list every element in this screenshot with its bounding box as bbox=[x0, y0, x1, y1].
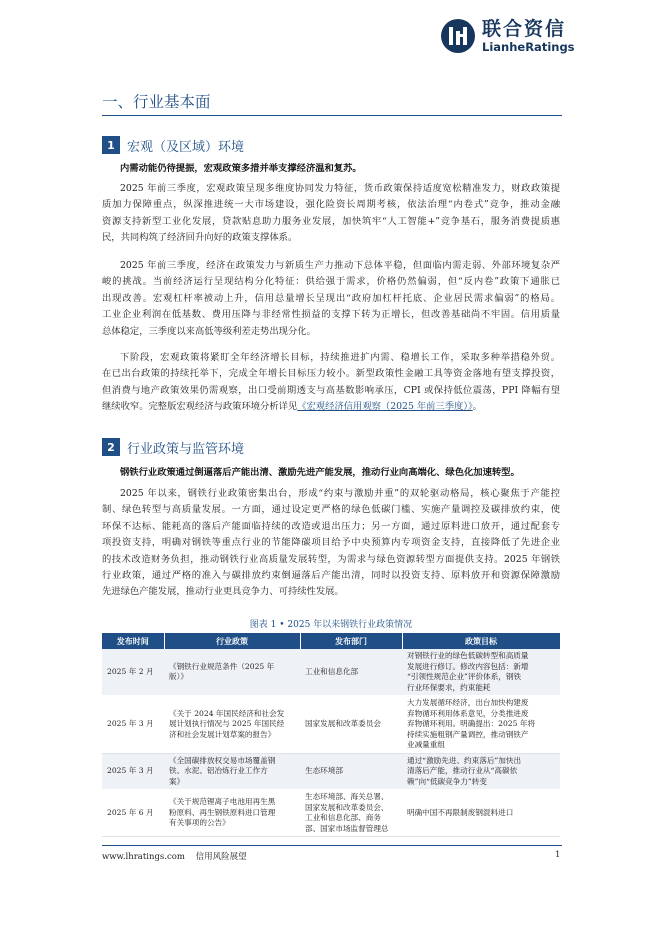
cell-department bbox=[300, 696, 402, 754]
figure-caption: 图表 1 • 2025 年以来钢铁行业政策情况 bbox=[249, 620, 413, 630]
footer-tagline: 信用风险展望 bbox=[195, 852, 247, 862]
cell-line: 发展进行修订。修改内容包括：新增 bbox=[407, 661, 529, 671]
cell-line: 工业和信息化部 bbox=[305, 666, 359, 676]
paragraph-macro-policy bbox=[102, 181, 560, 247]
paragraph-macro-economy bbox=[102, 258, 560, 340]
cell-line: 案》 bbox=[169, 776, 185, 786]
text-fragment: 继续收窄。完整版宏观经济与政策环境分析详见 bbox=[102, 401, 298, 413]
subsection-number: 1 bbox=[102, 136, 120, 154]
cell-line: 清落后产能，推动行业从“高碳依 bbox=[407, 766, 518, 775]
text-line: 行业政策，通过严格的准入与碳排放约束倒逼落后产能出清，同时以投资支持、原料放开和资源保障激励 bbox=[102, 570, 560, 582]
cell-line: 粉原料、再生钢铁原料进口管理 bbox=[169, 807, 276, 817]
cell-line: 赖”向“低碳竞争力”转变 bbox=[407, 776, 487, 786]
cell-line: “引领性规范企业”评价体系，钢铁 bbox=[407, 672, 522, 681]
table-header-row bbox=[102, 633, 560, 649]
text-line: 工业企业利润在低基数、费用压降与非经常性损益的支撑下转为正增长，但改善基础尚不牢固。信用质量 bbox=[102, 309, 560, 321]
subsection-heading-policy bbox=[102, 438, 244, 456]
cell-line: 有关事项的公告》 bbox=[169, 818, 230, 828]
subsection-title: 行业政策与监管环境 bbox=[127, 441, 245, 457]
section-divider bbox=[102, 115, 562, 116]
cell-policy bbox=[164, 790, 300, 837]
text-line: 2025 年前三季度，宏观政策呈现多维度协同发力特征，货币政策保持适度宽松精准发力，财政政策提 bbox=[120, 183, 560, 194]
cell-policy bbox=[164, 753, 300, 790]
cell-department bbox=[300, 649, 402, 696]
cell-line: 生态环境部 bbox=[305, 766, 343, 775]
cell-goal bbox=[402, 790, 560, 837]
company-logo bbox=[440, 18, 575, 54]
paragraph-macro-outlook bbox=[102, 350, 560, 416]
cell-line: 展计划执行情况与 2025 年国民经 bbox=[169, 719, 285, 728]
text-line: 2025 年前三季度，经济在政策发力与新质生产力推动下总体平稳，但面临内需走弱、外部环境复杂严 bbox=[120, 260, 560, 271]
text-line: 的技术改造财务负担，推动钢铁行业高质量发展转型，为需求与绿色资源转型方面提供支持。2025 年钢铁 bbox=[102, 553, 560, 565]
text-line: 资源支持新型工业化发展，贷款贴息助力服务业发展，加快筑牢“人工智能+”竞争基石，服务消费提质惠 bbox=[102, 215, 560, 227]
cell-line: 大力发展循环经济，出台加快构建废 bbox=[407, 698, 529, 707]
table-row bbox=[102, 753, 560, 790]
cell-line: 弃物循环利用。明确提出：2025 年将 bbox=[407, 719, 536, 728]
cell-line: 国家发展和改革委员会、 bbox=[305, 802, 389, 812]
footer-left bbox=[102, 850, 247, 862]
cell-line: 业减量重组 bbox=[407, 740, 445, 749]
cell-date: 2025 年 3 月 bbox=[102, 696, 164, 754]
footer-divider bbox=[102, 845, 562, 846]
cell-line: 铁、水泥、铝冶炼行业工作方 bbox=[169, 766, 268, 775]
cell-line: 弃物循环利用体系意见，分类推进废 bbox=[407, 708, 529, 718]
cell-line: 生态环境部、海关总署、 bbox=[305, 792, 389, 801]
text-line: 但消费与地产政策效果仍需观察，出口受前期透支与高基数影响承压，CPI 或保持低位震荡，PPI 降幅有望 bbox=[102, 384, 560, 396]
text-fragment: 。 bbox=[472, 401, 482, 413]
cell-line: 工业和信息化部、商务 bbox=[305, 813, 381, 822]
text-line: 质加力保障重点，纵深推进统一大市场建设，强化险资长周期考核，依法治理“内卷式”竞争，推动金融 bbox=[102, 199, 560, 211]
text-line: 下阶段，宏观政策将紧盯全年经济增长目标，持续推进扩内需、稳增长工作，采取多种举措稳外贸。 bbox=[120, 352, 560, 363]
text-line: 制、绿色转型与高质量发展。一方面，通过设定更严格的绿色低碳门槛、实施产量调控及碳排放约束，使 bbox=[102, 504, 560, 516]
column-header: 行业政策 bbox=[164, 633, 300, 649]
lead-sentence: 内需动能仍待提振，宏观政策多措并举支撑经济温和复苏。 bbox=[120, 163, 362, 174]
paragraph-industry-policy bbox=[102, 486, 560, 601]
cell-line: 国家发展和改革委员会 bbox=[305, 719, 381, 728]
text-line: 项投资支持，明确对钢铁等重点行业的节能降碳项目给予中央预算内专项资金支持，直接降低了先进企业 bbox=[102, 537, 560, 549]
text-line: 总体稳定，三季度以来高低等级利差走势出现分化。 bbox=[102, 325, 316, 337]
section-title: 一、行业基本面 bbox=[102, 93, 211, 111]
subsection-title: 宏观（及区域）环境 bbox=[127, 139, 245, 155]
text-line: 峻的挑战。当前经济运行呈现结构分化特征：供给强于需求，价格仍然偏弱，但“反内卷”政策下通胀已 bbox=[102, 276, 560, 288]
cell-line: 部、国家市场监督管理总 bbox=[305, 823, 389, 833]
table-row bbox=[102, 649, 560, 696]
website-link[interactable]: www.lhratings.com bbox=[102, 852, 185, 862]
cell-department bbox=[300, 753, 402, 790]
lianhe-logo-icon bbox=[440, 18, 476, 54]
column-header: 发布时间 bbox=[102, 633, 164, 649]
policy-table bbox=[102, 633, 561, 837]
cell-policy bbox=[164, 696, 300, 754]
cell-line: 《关于规范锂离子电池用再生黑 bbox=[169, 797, 276, 807]
cell-line: 对钢铁行业的绿色低碳转型和高质量 bbox=[407, 651, 529, 660]
cell-policy bbox=[164, 649, 300, 696]
cell-line: 《钢铁行业规范条件（2025 年 bbox=[169, 661, 275, 671]
cell-goal bbox=[402, 696, 560, 754]
column-header: 发布部门 bbox=[300, 633, 402, 649]
text-line: 环保不达标、能耗高的落后产能面临持续的改造或退出压力；另一方面，通过原料进口放开，通过配套专 bbox=[102, 520, 560, 532]
logo-chinese-name: 联合资信 bbox=[482, 18, 567, 40]
column-header: 政策目标 bbox=[402, 633, 560, 649]
cell-department bbox=[300, 790, 402, 837]
table-row bbox=[102, 696, 560, 754]
cell-line: 版）》 bbox=[169, 672, 188, 681]
cell-date: 2025 年 2 月 bbox=[102, 649, 164, 696]
text-line: 先进绿色产能发展，推动行业更具竞争力、可持续性发展。 bbox=[102, 586, 344, 598]
text-line: 2025 年以来，钢铁行业政策密集出台，形成“约束与激励并重”的双轮驱动格局，核心聚焦于产能控 bbox=[120, 488, 560, 499]
text-line: 出现改善。宏观杠杆率被动上升，信用总量增长呈现出“政府加杠杆托底、企业居民需求偏弱”的格局。 bbox=[102, 292, 560, 304]
cell-line: 持续实施粗钢产量调控，推动钢铁产 bbox=[407, 729, 529, 739]
cell-goal bbox=[402, 649, 560, 696]
report-link[interactable]: 《宏观经济信用观察（2025 年前三季度）》 bbox=[297, 401, 473, 413]
cell-line: 济和社会发展计划草案的报告》 bbox=[169, 729, 276, 739]
cell-date: 2025 年 3 月 bbox=[102, 753, 164, 790]
table-row bbox=[102, 790, 560, 837]
cell-goal bbox=[402, 753, 560, 790]
text-line: 民，共同构筑了经济回升向好的政策支撑体系。 bbox=[102, 232, 298, 244]
subsection-number: 2 bbox=[102, 438, 120, 456]
text-line: 在已出台政策的持续托举下，完成全年增长目标压力较小。新型政策性金融工具等资金落地有望支撑投资， bbox=[102, 368, 560, 380]
lead-sentence: 钢铁行业政策通过倒逼落后产能出清、激励先进产能发展，推动行业向高端化、绿色化加速转型。 bbox=[120, 467, 520, 478]
cell-line: 通过“激励先进、约束落后”加快出 bbox=[407, 755, 522, 765]
cell-line: 《关于 2024 年国民经济和社会发 bbox=[169, 708, 285, 718]
cell-line: 明确中国不再限制废钢混料进口 bbox=[407, 807, 514, 817]
logo-english-name: LianheRatings bbox=[482, 40, 575, 54]
cell-line: 《全国碳排放权交易市场覆盖钢 bbox=[169, 755, 276, 765]
page-number: 1 bbox=[555, 850, 561, 860]
subsection-heading-macro bbox=[102, 136, 244, 154]
cell-date: 2025 年 6 月 bbox=[102, 790, 164, 837]
text-line bbox=[102, 399, 560, 415]
cell-line: 行业环保要求，约束能耗 bbox=[407, 682, 491, 692]
